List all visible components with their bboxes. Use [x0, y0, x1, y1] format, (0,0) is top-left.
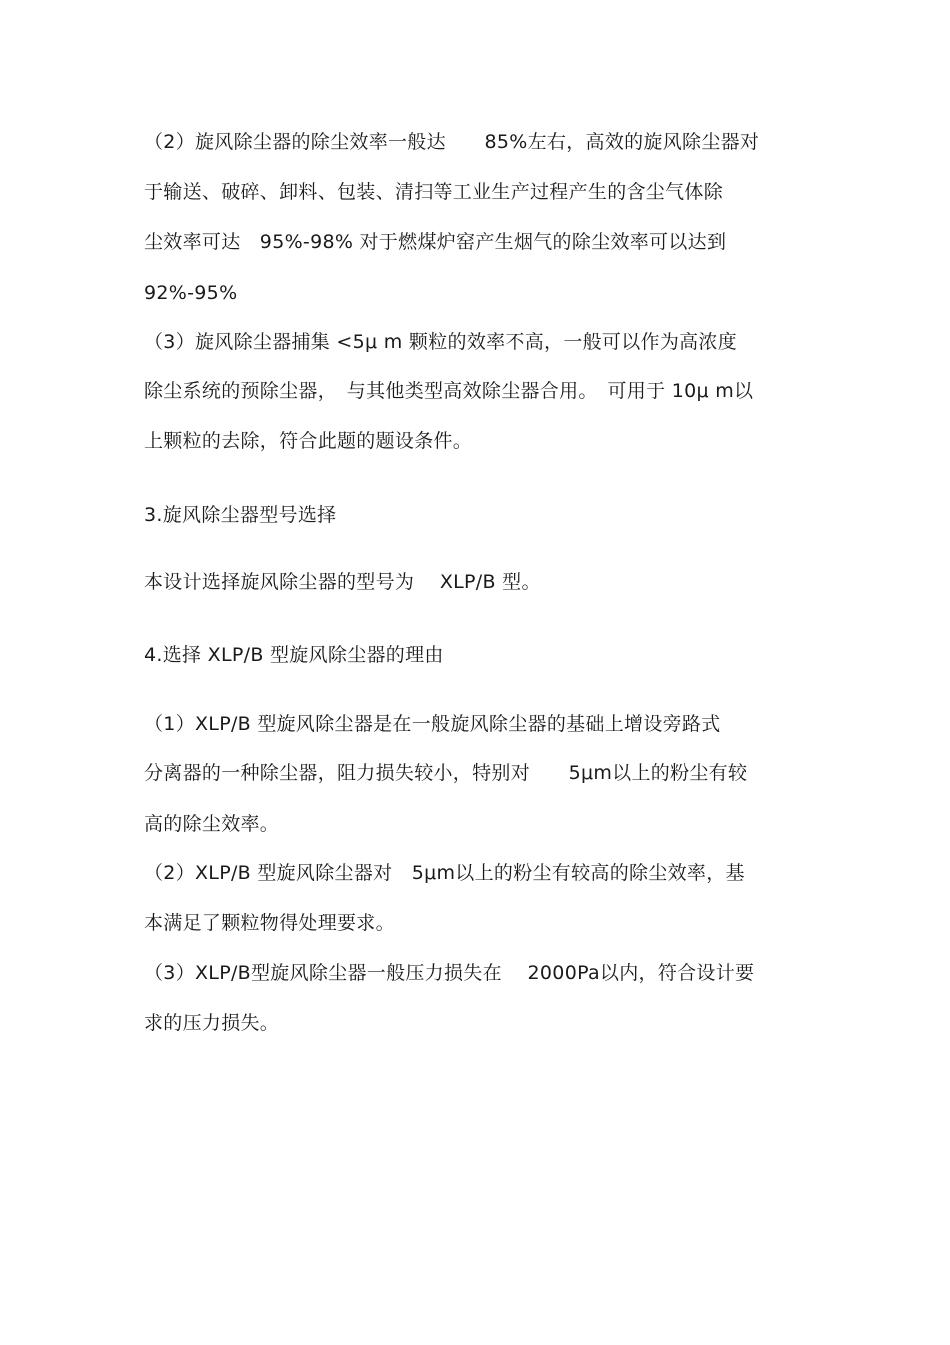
text-line-14: 求的压力损失。 — [144, 1012, 280, 1034]
text-line-7: 上颗粒的去除，符合此题的题设条件。 — [144, 430, 473, 452]
text-line-1: （2）旋风除尘器的除尘效率一般达 85%左右，高效的旋风除尘器对 — [144, 131, 760, 153]
section-heading-3: 3.旋风除尘器型号选择 — [144, 504, 337, 526]
section-heading-4: 4.选择 XLP/B 型旋风除尘器的理由 — [144, 644, 444, 666]
text-line-12: 本满足了颗粒物得处理要求。 — [144, 912, 395, 934]
text-line-13: （3）XLP/B型旋风除尘器一般压力损失在 2000Pa以内，符合设计要 — [144, 962, 755, 984]
text-line-10: 高的除尘效率。 — [144, 813, 280, 835]
text-line-3: 尘效率可达 95%-98% 对于燃煤炉窑产生烟气的除尘效率可以达到 — [144, 231, 727, 253]
text-line-9: 分离器的一种除尘器，阻力损失较小，特别对 5μm以上的粉尘有较 — [144, 762, 748, 784]
text-line-5: （3）旋风除尘器捕集 <5μ m 颗粒的效率不高，一般可以作为高浓度 — [144, 331, 738, 353]
text-line-2: 于输送、破碎、卸料、包装、清扫等工业生产过程产生的含尘气体除 — [144, 181, 724, 203]
text-line-8: （1）XLP/B 型旋风除尘器是在一般旋风除尘器的基础上增设旁路式 — [144, 713, 721, 735]
text-line-4: 92%-95% — [144, 282, 238, 304]
text-line-11: （2）XLP/B 型旋风除尘器对 5μm以上的粉尘有较高的除尘效率，基 — [144, 862, 745, 884]
text-line-model: 本设计选择旋风除尘器的型号为 XLP/B 型。 — [144, 571, 541, 593]
text-line-6: 除尘系统的预除尘器， 与其他类型高效除尘器合用。 可用于 10μ m以 — [144, 380, 754, 402]
